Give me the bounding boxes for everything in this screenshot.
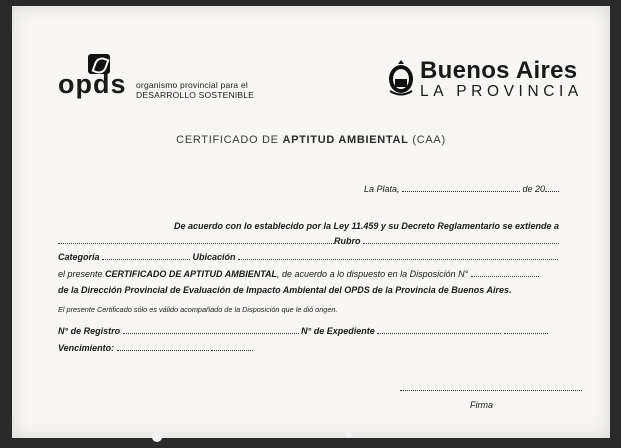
categoria-line	[58, 250, 558, 263]
certificate-page	[12, 6, 610, 438]
direccion-line: de la Dirección Provincial de Evaluación de Impacto Ambiental del OPDS de la Provincia de Buenos Aires.	[58, 285, 512, 295]
opds-wordmark: opds	[58, 69, 127, 99]
year-prefix: de 20	[520, 184, 546, 194]
certificate-statement-line	[58, 267, 539, 280]
expediente-field[interactable]	[377, 324, 501, 334]
ubicacion-label: Ubicación	[192, 252, 236, 262]
ubicacion-field[interactable]	[238, 250, 558, 260]
signature-field[interactable]	[400, 390, 582, 391]
opds-tagline	[136, 80, 254, 100]
opds-tagline-line2: DESARROLLO SOSTENIBLE	[136, 90, 255, 100]
disposicion-field[interactable]	[471, 267, 539, 277]
validity-note: El presente Certificado sólo es válido acompañado de la Disposición que le dió origen.	[58, 305, 338, 314]
statement-bold: CERTIFICADO DE APTITUD AMBIENTAL	[105, 269, 278, 279]
registro-label: N° de Registro	[58, 326, 121, 336]
rubro-label: Rubro	[334, 236, 361, 246]
statement-pre: el presente	[58, 269, 106, 279]
registro-expediente-line	[58, 324, 548, 337]
statement-post: , de acuerdo a lo dispuesto en la Disposición N°	[277, 269, 469, 279]
provincial-seal-icon	[386, 58, 416, 98]
registro-field[interactable]	[123, 324, 299, 334]
certificate-title	[12, 134, 610, 146]
vencimiento-label: Vencimiento:	[58, 343, 115, 353]
place-date-line	[364, 182, 559, 195]
paper-speck	[152, 432, 162, 442]
title-bold: APTITUD AMBIENTAL	[282, 134, 409, 146]
categoria-label: Categoría	[58, 252, 100, 262]
title-suffix: (CAA)	[408, 134, 446, 146]
expediente-label: N° de Expediente	[301, 326, 375, 336]
date-field[interactable]	[402, 182, 520, 192]
intro-line: De acuerdo con lo establecido por la Ley 11.459 y su Decreto Reglamentario se extiende a	[174, 221, 559, 231]
rubro-line	[58, 234, 559, 247]
beneficiary-field[interactable]	[58, 234, 334, 244]
signature-label: Firma	[470, 400, 493, 410]
paper-speck	[346, 432, 352, 438]
rubro-field[interactable]	[363, 234, 559, 244]
year-field[interactable]	[545, 182, 559, 192]
vencimiento-field[interactable]	[117, 341, 209, 351]
vencimiento-line	[58, 341, 253, 354]
expediente-extra-field[interactable]	[504, 324, 548, 334]
title-prefix: CERTIFICADO DE	[176, 134, 283, 146]
vencimiento-extra-field[interactable]	[211, 341, 253, 351]
opds-tagline-line1: organismo provincial para el	[136, 80, 248, 90]
city-label: La Plata,	[364, 184, 403, 194]
categoria-field[interactable]	[102, 250, 190, 260]
buenos-aires-title: Buenos Aires	[420, 57, 578, 84]
la-provincia-subtitle: LA PROVINCIA	[420, 83, 583, 100]
